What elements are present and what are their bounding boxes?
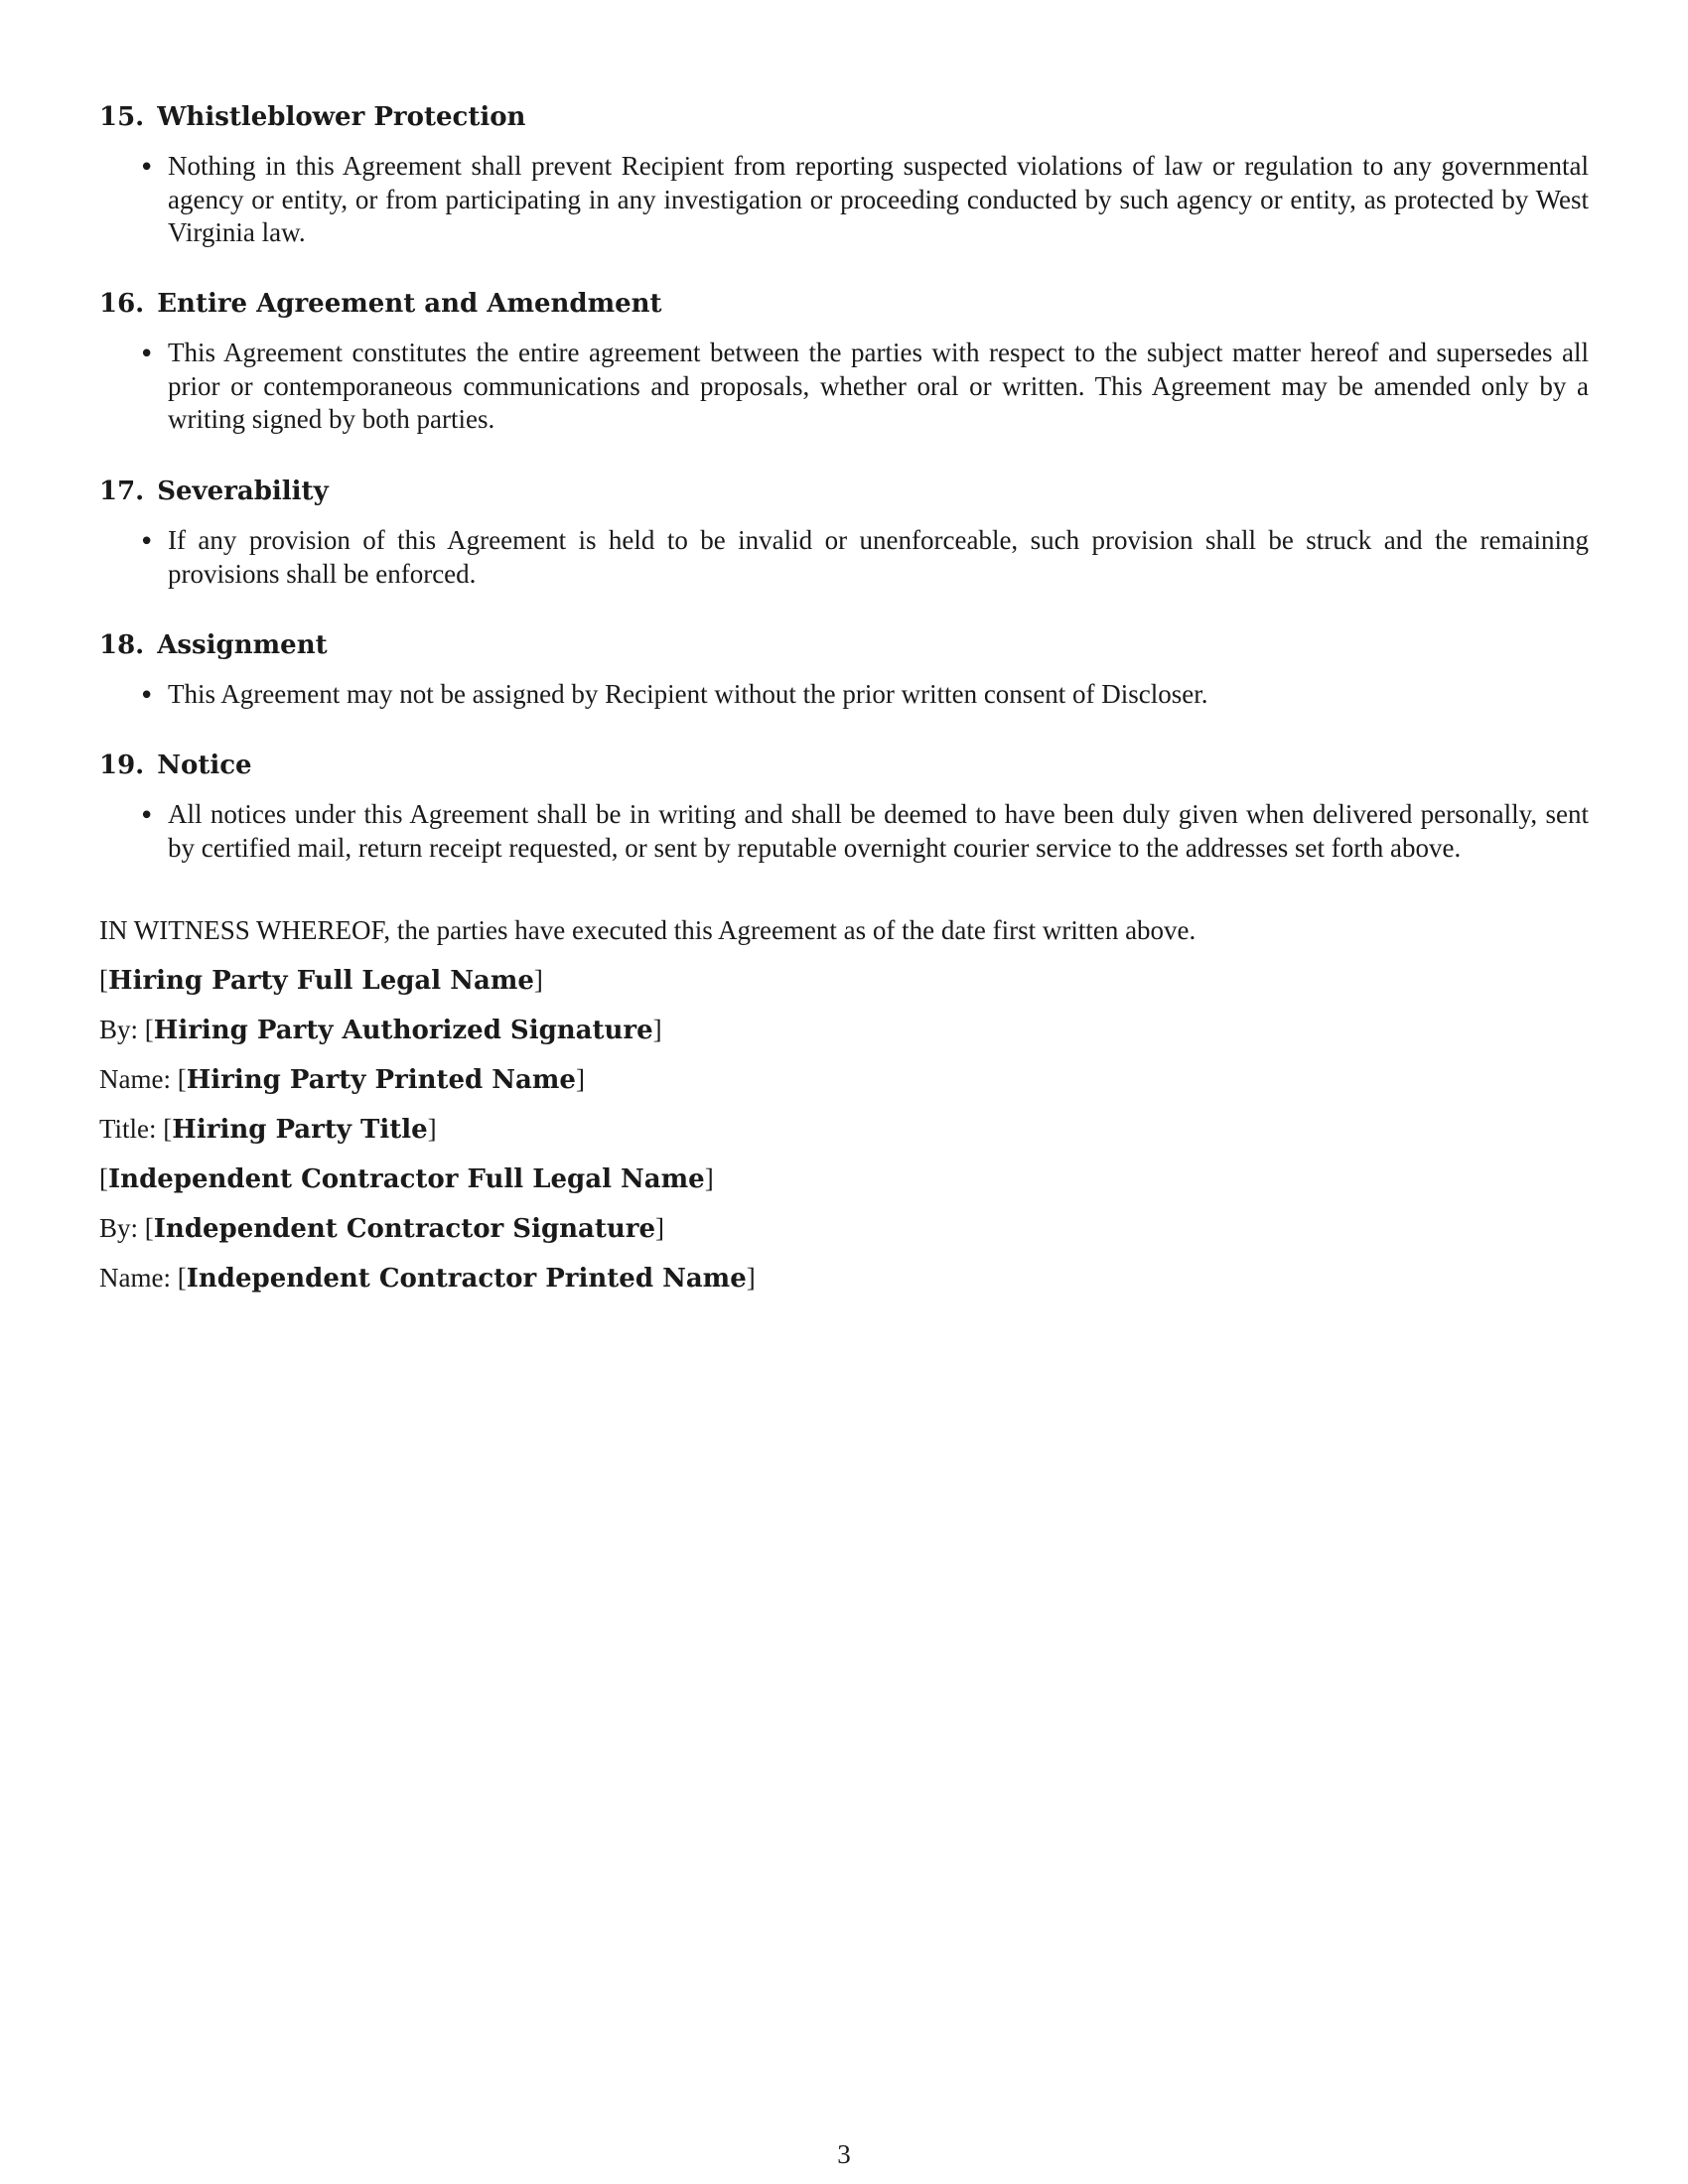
section-title: Assignment: [157, 630, 328, 660]
bullet-marker: •: [139, 340, 155, 369]
bullet-marker: •: [139, 527, 155, 557]
hiring-party-name-line: Name: [Hiring Party Printed Name]: [99, 1064, 585, 1095]
contractor-entity: [Independent Contractor Full Legal Name]: [99, 1163, 714, 1194]
section-number: 17.: [99, 477, 145, 506]
section-title: Whistleblower Protection: [157, 102, 526, 132]
section-number: 15.: [99, 102, 145, 132]
witness-statement: IN WITNESS WHEREOF, the parties have executed this Agreement as of the date first written above.: [99, 915, 1196, 945]
section-number: 16.: [99, 289, 145, 319]
hiring-party-title-line: Title: [Hiring Party Title]: [99, 1114, 437, 1145]
section-heading: [99, 749, 252, 782]
section-title: Entire Agreement and Amendment: [157, 289, 662, 319]
page-number: 3: [837, 2139, 851, 2169]
section-body: This Agreement may not be assigned by Recipient without the prior written consent of Discloser.: [168, 679, 1208, 709]
section-heading: [99, 100, 525, 134]
section-body: All notices under this Agreement shall be in writing and shall be deemed to have been duly given when delivered personally, sent by certified mail, return receipt requested, or sent by reputable overnight courier service to the addresses set forth above.: [168, 799, 1589, 863]
bullet-marker: •: [139, 801, 155, 831]
contractor-by-line: By: [Independent Contractor Signature]: [99, 1213, 665, 1244]
section-number: 18.: [99, 630, 145, 660]
section-title: Severability: [157, 477, 329, 506]
section-body: If any provision of this Agreement is held to be invalid or unenforceable, such provision shall be struck and the remaining provisions shall be enforced.: [168, 525, 1589, 589]
hiring-party-by-line: By: [Hiring Party Authorized Signature]: [99, 1015, 662, 1045]
document-page: [99, 0, 1589, 2184]
section-title: Notice: [157, 751, 252, 780]
section-number: 19.: [99, 751, 145, 780]
section-heading: [99, 475, 329, 508]
contractor-name-line: Name: [Independent Contractor Printed Name]: [99, 1263, 756, 1294]
bullet-marker: •: [139, 153, 155, 183]
section-body: Nothing in this Agreement shall prevent Recipient from reporting suspected violations of law or regulation to any governmental agency or entity, or from participating in any investigation or proceeding conducted by such agency or entity, as protected by West Virginia law.: [168, 151, 1589, 247]
section-heading: [99, 628, 328, 662]
section-body: This Agreement constitutes the entire agreement between the parties with respect to the subject matter hereof and supersedes all prior or contemporaneous communications and proposals, whether oral or written. This Agreement may be amended only by a writing signed by both parties.: [168, 338, 1589, 434]
section-heading: [99, 287, 662, 321]
hiring-party-entity: [Hiring Party Full Legal Name]: [99, 965, 543, 996]
bullet-marker: •: [139, 681, 155, 711]
